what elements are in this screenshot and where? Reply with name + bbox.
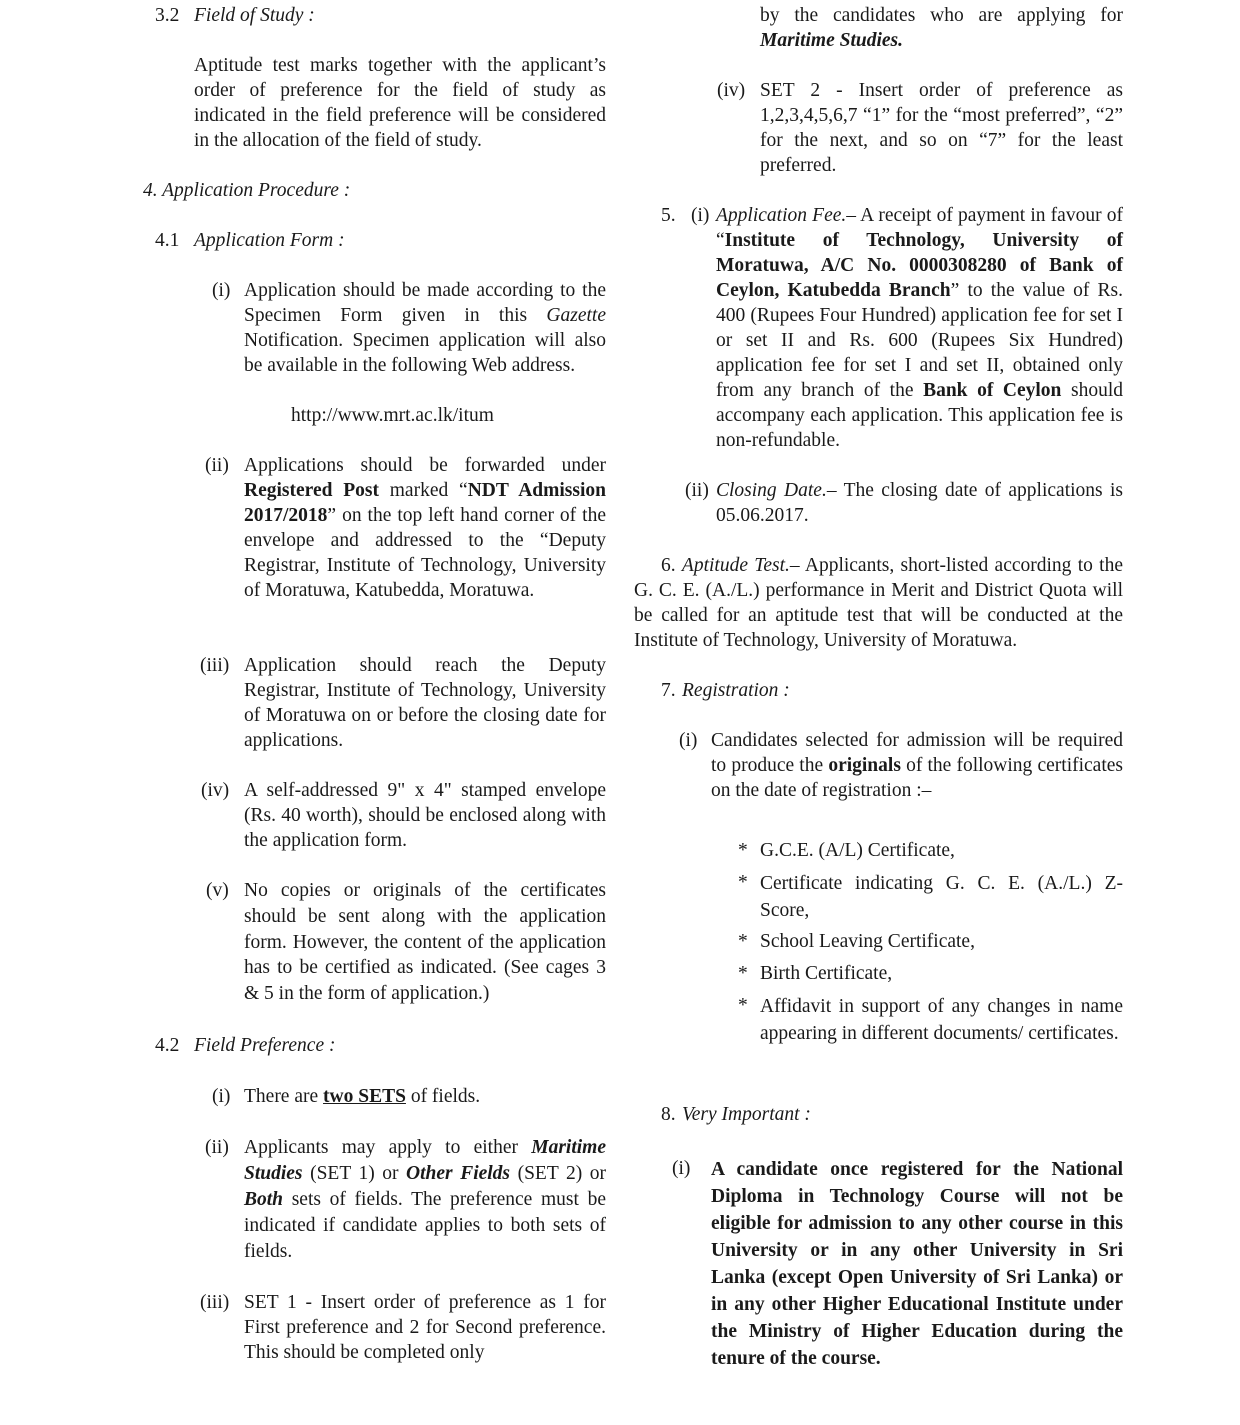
- item-i-number: (i): [212, 280, 231, 301]
- registration-i-number: (i): [679, 730, 698, 751]
- bullet-marker: *: [738, 872, 748, 893]
- bullet-item: Certificate indicating G. C. E. (A./L.) Z-Score,: [760, 873, 1123, 921]
- section-4-1-title: Application Form :: [194, 230, 345, 251]
- section-7-title: Registration :: [682, 680, 790, 701]
- bullet-marker: *: [738, 840, 748, 861]
- section-3-2-body: Aptitude test marks together with the applicant’s order of preference for the field of study as indicated in the field preference will be considered in the allocation of the field of study.: [194, 55, 606, 151]
- closing-date-text: Closing Date.– The closing date of applications is 05.06.2017.: [716, 480, 1123, 526]
- web-address: http://www.mrt.ac.lk/itum: [291, 405, 494, 426]
- very-important-i-number: (i): [672, 1158, 691, 1179]
- field-pref-i-number: (i): [212, 1086, 231, 1107]
- bullet-marker: *: [738, 995, 748, 1016]
- aptitude-test-text: 6. Aptitude Test.– Applicants, short-listed according to the G. C. E. (A./L.) performance in Merit and District Quota will be called for an aptitude test that will be conducted at the Institute of Technology, University of Moratuwa.: [634, 555, 1124, 651]
- bullet-item: School Leaving Certificate,: [760, 931, 975, 952]
- registration-i-text: Candidates selected for admission will be required to produce the originals of the following certificates on the date of registration :–: [711, 730, 1124, 801]
- continued-text: by the candidates who are applying for: [760, 5, 1123, 26]
- item-v-number: (v): [206, 880, 229, 901]
- item-iii-number: (iii): [200, 655, 230, 676]
- item-v-text: No copies or originals of the certificates should be sent along with the application form. However, the content of the application has to be certified as indicated. (See cages 3 & 5 in the form of application.): [244, 880, 606, 1005]
- item-ii-text: Applications should be forwarded under Registered Post marked “NDT Admission 2017/2018” on the top left hand corner of the envelope and addressed to the “Deputy Registrar, Institute of Technology, University of Moratuwa, Katubedda, Moratuwa.: [244, 455, 606, 601]
- item-ii-number: (ii): [205, 455, 229, 476]
- item-iv-number: (iv): [201, 780, 230, 801]
- field-pref-i-text: There are two SETS of fields.: [244, 1086, 481, 1107]
- item-iv-text: A self-addressed 9" x 4" stamped envelope (Rs. 40 worth), should be enclosed along with the application form.: [244, 780, 606, 851]
- item-i-text: Application should be made according to the Specimen Form given in this Gazette Notification. Specimen application will also be available in the following Web address.: [244, 280, 606, 376]
- field-pref-iii-number: (iii): [200, 1292, 230, 1313]
- field-pref-iii-text: SET 1 - Insert order of preference as 1 for First preference and 2 for Second preference. This should be completed only: [244, 1292, 606, 1363]
- section-5-i-number: (i): [691, 205, 710, 226]
- section-8-number: 8.: [661, 1104, 676, 1125]
- section-3-2-title: Field of Study :: [194, 5, 315, 26]
- section-4-2-title: Field Preference :: [194, 1035, 336, 1056]
- item-iii-text: Application should reach the Deputy Registrar, Institute of Technology, University of Moratuwa on or before the closing date for applications.: [244, 655, 606, 751]
- very-important-i-text: A candidate once registered for the National Diploma in Technology Course will not be eligible for admission to any other course in this University or in any other University in Sri Lanka (except Open University of Sri Lanka) or in any other Higher Educational Institute under the Ministry of Higher Education during the tenure of the course.: [711, 1159, 1123, 1369]
- section-5-number: 5.: [661, 205, 676, 226]
- section-7-number: 7.: [661, 680, 676, 701]
- field-pref-iv-number: (iv): [717, 80, 746, 101]
- section-8-title: Very Important :: [682, 1104, 811, 1125]
- section-4-heading: 4. Application Procedure :: [143, 180, 351, 201]
- section-3-2-number: 3.2: [155, 5, 180, 26]
- bullet-marker: *: [738, 963, 748, 984]
- section-4-2-number: 4.2: [155, 1035, 180, 1056]
- field-pref-ii-number: (ii): [205, 1137, 229, 1158]
- bullet-item: Birth Certificate,: [760, 963, 893, 984]
- application-fee-text: Application Fee.– A receipt of payment in favour of “Institute of Technology, University of Moratuwa, A/C No. 0000308280 of Bank of Ceylon, Katubedda Branch” to the value of Rs. 400 (Rupees Four Hundred) application fee for set I or set II and Rs. 600 (Rupees Six Hundred) application fee for set I and set II, obtained only from any branch of the Bank of Ceylon should accompany each application. This application fee is non-refundable.: [716, 205, 1123, 451]
- section-4-1-number: 4.1: [155, 230, 180, 251]
- bullet-item: G.C.E. (A/L) Certificate,: [760, 840, 955, 861]
- continued-maritime: Maritime Studies.: [760, 30, 904, 51]
- section-5-ii-number: (ii): [685, 480, 709, 501]
- bullet-item: Affidavit in support of any changes in name appearing in different documents/ certificates.: [760, 996, 1123, 1044]
- bullet-marker: *: [738, 931, 748, 952]
- field-pref-iv-text: SET 2 - Insert order of preference as 1,2,3,4,5,6,7 “1” for the “most preferred”, “2” for the next, and so on “7” for the least preferred.: [760, 80, 1123, 176]
- field-pref-ii-text: Applicants may apply to either Maritime Studies (SET 1) or Other Fields (SET 2) or Both sets of fields. The preference must be indicated if candidate applies to both sets of fields.: [244, 1137, 606, 1262]
